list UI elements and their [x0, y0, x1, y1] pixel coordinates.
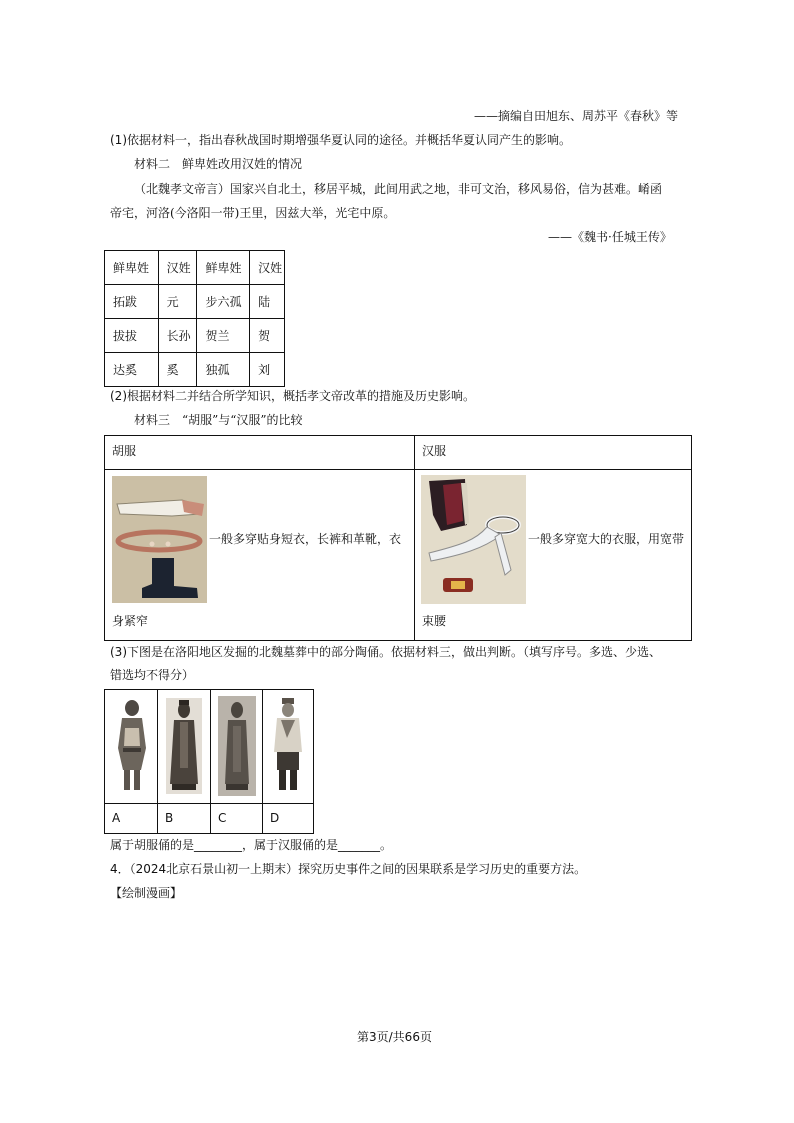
table-cell: 独孤 — [197, 353, 250, 387]
material-2-text-line2: 帝宅，河洛(今洛阳一带)王里，因兹大举，光宅中原。 — [110, 206, 396, 220]
figurine-label-b: B — [165, 811, 174, 825]
table-divider — [414, 436, 415, 640]
answer-prompt: 属于胡服俑的是________，属于汉服俑的是_______。 — [110, 838, 393, 852]
figurine-label-d: D — [270, 811, 280, 825]
hu-clothing-header: 胡服 — [112, 444, 137, 458]
source-citation: ——摘编自田旭东、周苏平《春秋》等 — [474, 109, 679, 123]
figurines-table — [104, 689, 314, 834]
hu-clothing-image — [112, 476, 207, 603]
table-cell: 步六孤 — [197, 285, 250, 319]
material-2-text-line1: （北魏孝文帝言）国家兴自北土，移居平城，此间用武之地，非可文治，移风易俗，信为甚难。崤函 — [134, 182, 663, 196]
table-header-cell: 汉姓 — [158, 251, 197, 285]
han-clothing-description: 一般多穿宽大的衣服，用宽带 — [528, 532, 685, 546]
figurine-c-image — [218, 696, 256, 796]
table-cell: 刘 — [250, 353, 285, 387]
material-3-title: 材料三 “胡服”与“汉服”的比较 — [134, 413, 303, 427]
table-divider — [157, 690, 158, 833]
table-cell: 贺兰 — [197, 319, 250, 353]
figurine-label-a: A — [112, 811, 121, 825]
table-cell: 达奚 — [105, 353, 159, 387]
page-footer: 第3页/共66页 — [357, 1030, 432, 1044]
question-4: 4．（2024北京石景山初一上期末）探究历史事件之间的因果联系是学习历史的重要方法。 — [110, 862, 587, 876]
table-header-cell: 鲜卑姓 — [197, 251, 250, 285]
hu-clothing-description-cont: 身紧窄 — [112, 614, 149, 628]
figurine-b-image — [166, 698, 202, 794]
surname-table — [104, 250, 285, 387]
table-divider — [105, 803, 313, 804]
material-2-source: ——《魏书·任城王传》 — [548, 230, 672, 244]
table-cell: 陆 — [250, 285, 285, 319]
figurine-a-image — [113, 698, 151, 794]
table-cell: 拔拔 — [105, 319, 159, 353]
question-2: (2)根据材料二并结合所学知识，概括孝文帝改革的措施及历史影响。 — [110, 389, 476, 403]
table-divider — [262, 690, 263, 833]
table-divider — [210, 690, 211, 833]
han-clothing-description-cont: 束腰 — [422, 614, 447, 628]
question-3-line2: 错选均不得分） — [110, 668, 195, 682]
figurine-label-c: C — [218, 811, 227, 825]
material-2-title: 材料二 鲜卑姓改用汉姓的情况 — [134, 157, 303, 171]
table-divider — [105, 469, 691, 470]
table-cell: 拓跋 — [105, 285, 159, 319]
table-cell: 奚 — [158, 353, 197, 387]
table-cell: 贺 — [250, 319, 285, 353]
question-3-line1: (3)下图是在洛阳地区发掘的北魏墓葬中的部分陶俑。依据材料三，做出判断。（填写序号。多选、少选、 — [110, 645, 662, 659]
hu-clothing-description: 一般多穿贴身短衣，长裤和革靴，衣 — [209, 532, 402, 546]
han-clothing-header: 汉服 — [422, 444, 447, 458]
table-header-cell: 汉姓 — [250, 251, 285, 285]
table-cell: 元 — [158, 285, 197, 319]
han-clothing-image — [421, 475, 526, 604]
clothing-table — [104, 435, 692, 641]
question-1: (1)依据材料一，指出春秋战国时期增强华夏认同的途径。并概括华夏认同产生的影响。 — [110, 133, 572, 147]
section-heading-draw-comic: 【绘制漫画】 — [110, 886, 183, 900]
table-cell: 长孙 — [158, 319, 197, 353]
figurine-d-image — [269, 698, 307, 794]
table-header-cell: 鲜卑姓 — [105, 251, 159, 285]
